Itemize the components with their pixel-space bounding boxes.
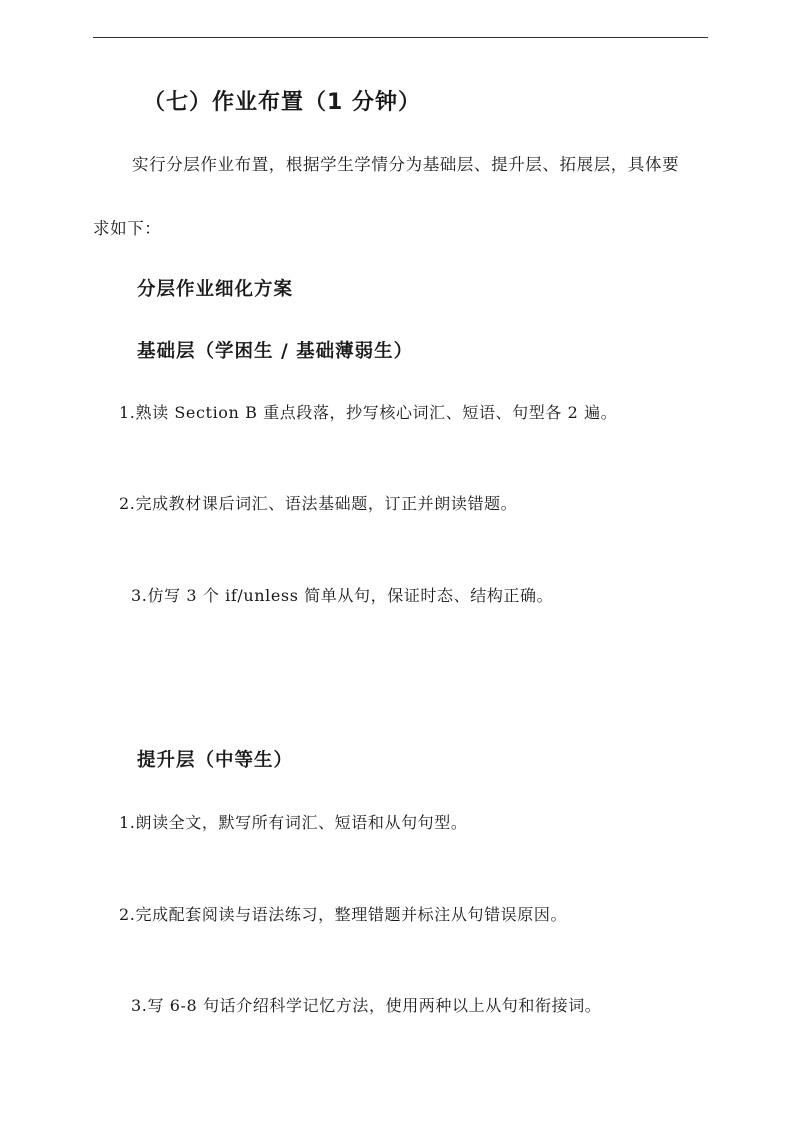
- header-rule: [93, 37, 708, 38]
- basic-item-1: 1.熟读 Section B 重点段落，抄写核心词汇、短语、句型各 2 遍。: [119, 403, 618, 422]
- improve-item-1: 1.朗读全文，默写所有词汇、短语和从句句型。: [119, 813, 468, 832]
- plan-heading: 分层作业细化方案: [137, 279, 294, 300]
- basic-tier-heading: 基础层（学困生 / 基础薄弱生）: [137, 341, 414, 362]
- intro-line-2: 求如下：: [93, 219, 162, 238]
- intro-line-1: 实行分层作业布置，根据学生学情分为基础层、提升层、拓展层，具体要: [132, 155, 680, 174]
- section-title: （七）作业布置（1 分钟）: [143, 90, 421, 115]
- improve-tier-heading: 提升层（中等生）: [137, 750, 294, 771]
- basic-item-3: 3.仿写 3 个 if/unless 简单从句，保证时态、结构正确。: [131, 586, 554, 605]
- improve-item-2: 2.完成配套阅读与语法练习，整理错题并标注从句错误原因。: [119, 905, 568, 924]
- improve-item-3: 3.写 6-8 句话介绍科学记忆方法，使用两种以上从句和衔接词。: [131, 996, 602, 1015]
- basic-item-2: 2.完成教材课后词汇、语法基础题，订正并朗读错题。: [119, 494, 518, 513]
